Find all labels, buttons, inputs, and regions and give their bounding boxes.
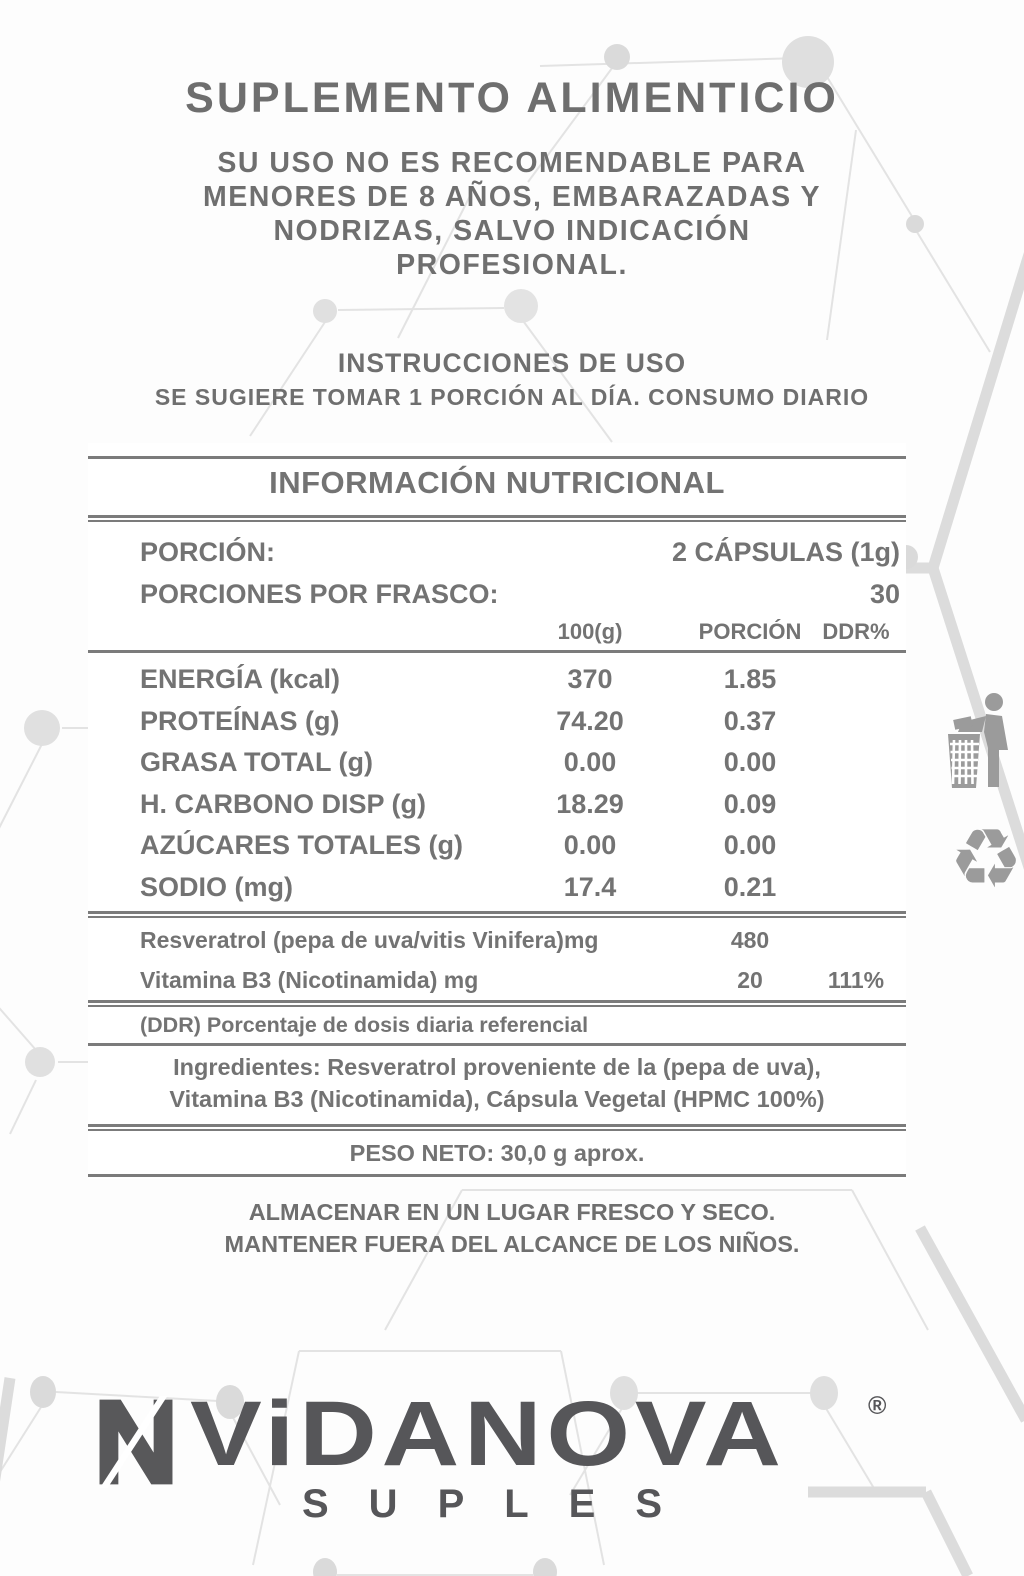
warning-line: MENORES DE 8 AÑOS, EMBARAZADAS Y: [202, 181, 822, 213]
nutrient-portion: 1.85: [723, 664, 777, 694]
page-title: SUPLEMENTO ALIMENTICIO: [185, 74, 839, 122]
rule: [88, 1129, 906, 1132]
registered-trademark-symbol: ®: [868, 1392, 887, 1420]
nutrition-facts-panel: [88, 443, 906, 1179]
rule: [88, 650, 906, 653]
dispose-properly-icon: [942, 692, 1020, 792]
serving-value: 2 CÁPSULAS (1g): [671, 537, 900, 567]
ddr-footnote: (DDR) Porcentaje de dosis diaria referencial: [140, 1013, 589, 1037]
ingredients-line: Vitamina B3 (Nicotinamida), Cápsula Vegetal (HPMC 100%): [169, 1086, 825, 1112]
table-row: [88, 867, 906, 908]
servings-per-container-value: 30: [869, 579, 900, 609]
table-row: [88, 961, 906, 999]
active-name: Vitamina B3 (Nicotinamida) mg: [140, 967, 479, 993]
active-ddr: 111%: [827, 967, 885, 993]
rule: [88, 520, 906, 523]
warning-line: SU USO NO ES RECOMENDABLE PARA: [217, 147, 807, 179]
net-weight: PESO NETO: 30,0 g aprox.: [349, 1140, 645, 1166]
warning-text: [62, 146, 962, 282]
servings-per-container-row: [88, 577, 906, 611]
nutrient-name: GRASA TOTAL (g): [140, 747, 373, 777]
nutrient-per100: 370: [567, 664, 613, 694]
table-row: [88, 701, 906, 742]
rule: [88, 1174, 906, 1177]
table-row: [88, 825, 906, 866]
nutrient-name: ENERGÍA (kcal): [140, 664, 341, 694]
brand-logo-mark: [96, 1396, 176, 1488]
active-portion: 480: [730, 927, 770, 953]
nutrient-portion: 0.21: [723, 871, 777, 902]
brand-wordmark: ViDANOVA: [190, 1383, 786, 1485]
nutrient-portion: 0.09: [723, 788, 777, 819]
nutrient-portion: 0.00: [723, 747, 777, 777]
nutrient-per100: 17.4: [563, 871, 617, 902]
warning-line: PROFESIONAL.: [396, 249, 628, 281]
column-header-portion: PORCIÓN: [698, 619, 802, 644]
rule: [88, 911, 906, 914]
nutrient-per100: 0.00: [563, 830, 617, 860]
nutrient-name: AZÚCARES TOTALES (g): [140, 830, 463, 860]
rule: [88, 916, 906, 919]
nutrient-per100: 74.20: [556, 705, 624, 736]
serving-label: PORCIÓN:: [140, 537, 275, 567]
ingredients-line: Ingredientes: Resveratrol proveniente de la (pepa de uva),: [173, 1054, 821, 1080]
instructions-title: INSTRUCCIONES DE USO: [337, 348, 687, 378]
serving-row: [88, 535, 906, 569]
nutrient-portion: 0.00: [723, 830, 777, 860]
rule: [88, 515, 906, 518]
column-header-per100: 100(g): [557, 619, 623, 644]
nutrient-name: SODIO (mg): [140, 871, 293, 902]
rule: [88, 456, 906, 459]
rule: [88, 1005, 906, 1008]
table-row: [88, 784, 906, 825]
nutrition-title: INFORMACIÓN NUTRICIONAL: [269, 465, 725, 500]
nutrient-name: H. CARBONO DISP (g): [140, 788, 427, 819]
storage-line: MANTENER FUERA DEL ALCANCE DE LOS NIÑOS.: [224, 1231, 800, 1257]
servings-per-container-label: PORCIONES POR FRASCO:: [140, 579, 499, 609]
storage-instructions: [0, 1196, 1024, 1260]
table-row: [88, 921, 906, 959]
instructions-text: SE SUGIERE TOMAR 1 PORCIÓN AL DÍA. CONSUMO DIARIO: [154, 384, 870, 410]
storage-line: ALMACENAR EN UN LUGAR FRESCO Y SECO.: [248, 1199, 776, 1225]
recycle-icon: ♻: [949, 812, 1023, 907]
column-header-ddr: DDR%: [822, 619, 890, 644]
nutrient-portion: 0.37: [723, 705, 777, 736]
nutrient-per100: 18.29: [556, 788, 624, 819]
table-row: [88, 742, 906, 783]
nutrient-name: PROTEÍNAS (g): [140, 705, 340, 736]
nutrient-per100: 0.00: [563, 747, 617, 777]
rule: [88, 1000, 906, 1003]
active-portion: 20: [737, 967, 763, 993]
active-name: Resveratrol (pepa de uva/vitis Vinifera)mg: [140, 927, 599, 953]
table-row: [88, 659, 906, 700]
rule: [88, 1124, 906, 1127]
brand-subtitle: SUPLES: [302, 1482, 703, 1526]
ingredients-text: [88, 1051, 906, 1115]
warning-line: NODRIZAS, SALVO INDICACIÓN: [273, 215, 751, 247]
rule: [88, 1043, 906, 1046]
